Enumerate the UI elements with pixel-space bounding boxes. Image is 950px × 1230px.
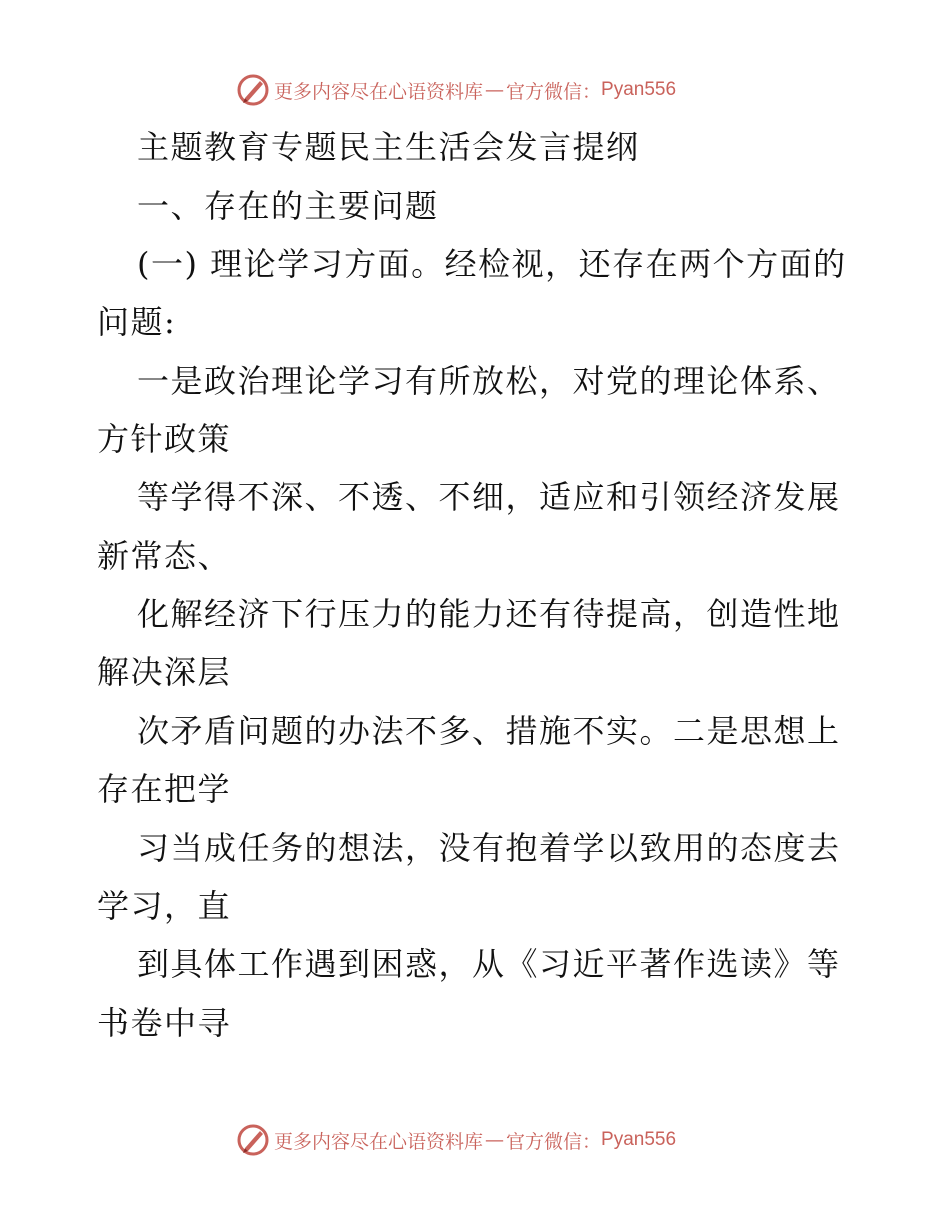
watermark-dash: — <box>485 79 505 101</box>
paragraph-line: 解决深层 <box>97 653 232 691</box>
pen-logo-icon <box>236 1123 270 1157</box>
watermark-wechat-label: 官方微信： <box>506 80 602 103</box>
paragraph-line: 存在把学 <box>97 770 232 808</box>
paragraph-line: 化解经济下行压力的能力还有待提高，创造性地 <box>137 595 841 633</box>
paragraph-line: 方针政策 <box>97 420 232 458</box>
paragraph-line: 等学得不深、不透、不细，适应和引领经济发展 <box>137 478 841 516</box>
watermark-dash: — <box>485 1129 505 1151</box>
paragraph-line: 书卷中寻 <box>97 1004 232 1042</box>
watermark-wechat-label: 官方微信： <box>506 1130 602 1153</box>
paragraph-line: 新常态、 <box>97 537 232 575</box>
paragraph-line: 一是政治理论学习有所放松，对党的理论体系、 <box>137 362 841 400</box>
watermark-wechat-id: Pyan556 <box>601 1129 677 1150</box>
paragraph-line: 学习，直 <box>97 887 232 925</box>
watermark-wechat-id: Pyan556 <box>601 79 677 100</box>
pen-logo-icon <box>236 73 270 107</box>
watermark-banner-bottom <box>236 1122 676 1158</box>
paragraph-line: (一) 理论学习方面。经检视，还存在两个方面的 <box>137 245 847 283</box>
watermark-site-text: 更多内容尽在心语资料库 <box>274 80 484 103</box>
section-heading: 一、存在的主要问题 <box>137 187 439 225</box>
paragraph-line: 到具体工作遇到困惑，从《习近平著作选读》等 <box>137 945 841 983</box>
paragraph-line: 习当成任务的想法，没有抱着学以致用的态度去 <box>137 829 841 867</box>
paragraph-line: 次矛盾问题的办法不多、措施不实。二是思想上 <box>137 712 841 750</box>
document-title: 主题教育专题民主生活会发言提纲 <box>137 128 640 166</box>
paragraph-line: 问题: <box>97 303 177 341</box>
watermark-site-text: 更多内容尽在心语资料库 <box>274 1130 484 1153</box>
watermark-banner-top <box>236 72 676 108</box>
